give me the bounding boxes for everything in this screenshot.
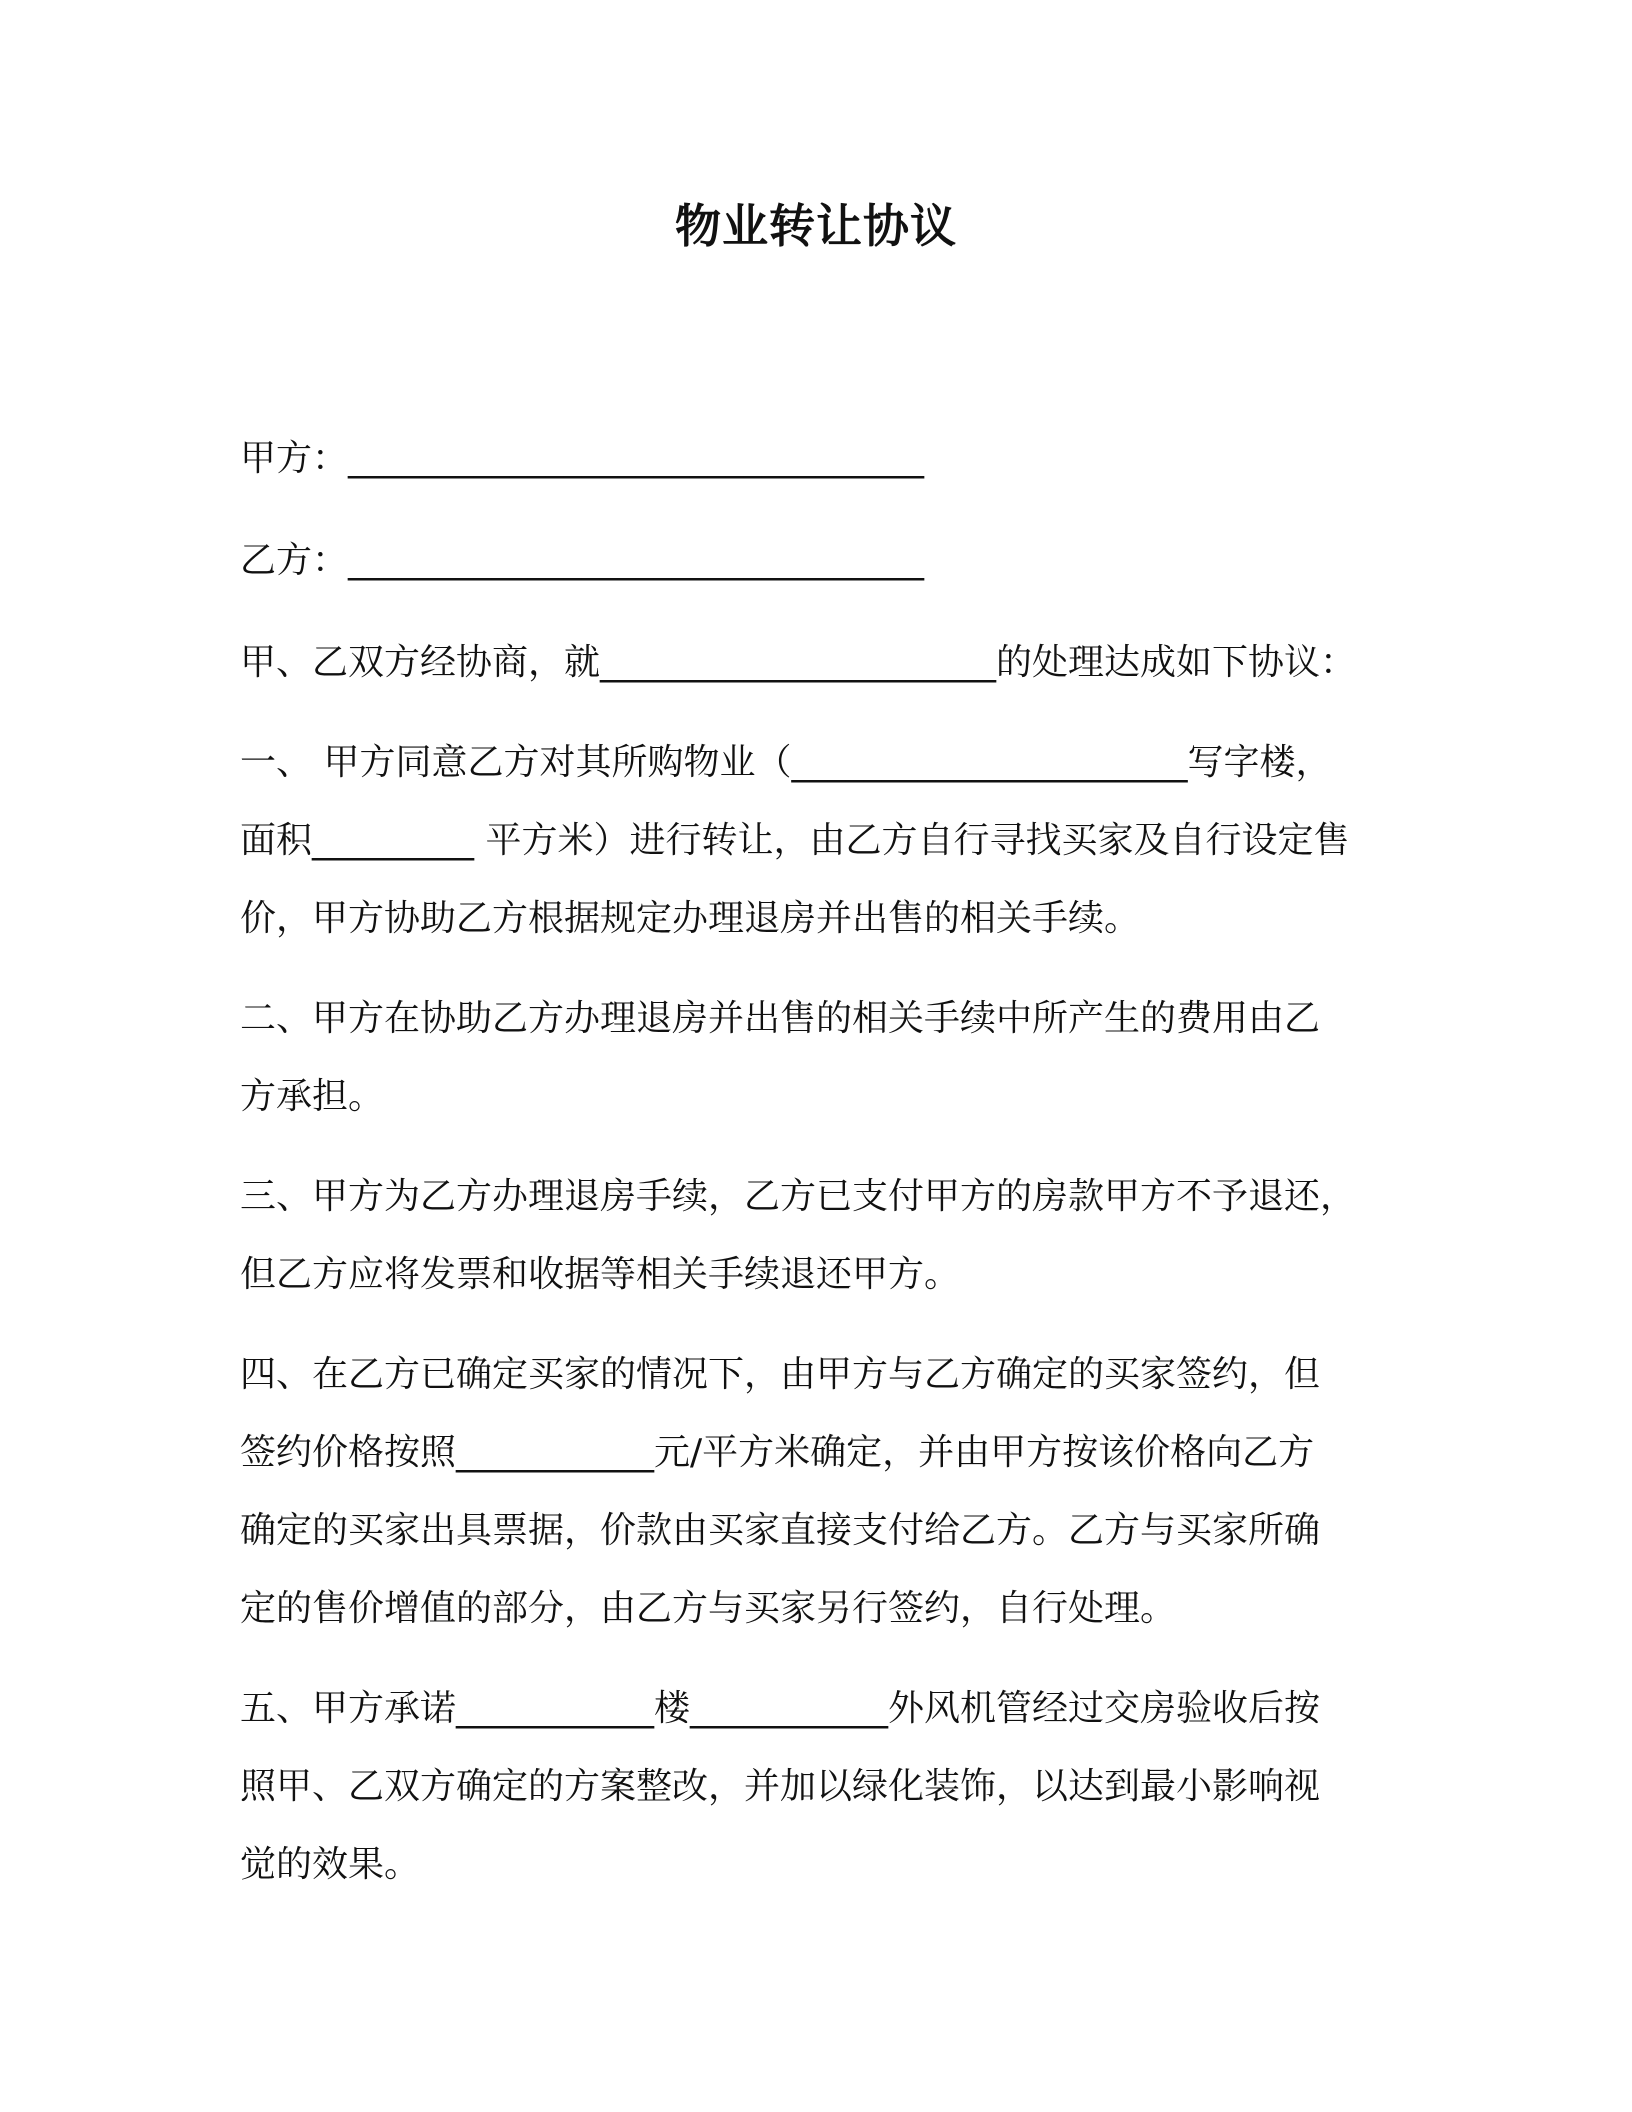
- clause-1-line-1: [240, 724, 1390, 802]
- preamble-before: 甲、乙双方经协商，就: [240, 642, 601, 683]
- clause-3: [240, 1158, 1390, 1314]
- clause-3-line-2: 但乙方应将发票和收据等相关手续退还甲方。: [240, 1254, 961, 1295]
- clause-5: [240, 1670, 1390, 1904]
- clause-5-line-1: [240, 1670, 1390, 1748]
- party-a-line: [240, 420, 1390, 498]
- party-b-blank: ________________________________: [348, 540, 925, 581]
- clause-1-area-blank: _________: [312, 820, 475, 861]
- preamble-line: [240, 624, 1390, 702]
- preamble: [240, 624, 1390, 702]
- clause-4-line-2-before: 签约价格按照: [240, 1432, 457, 1473]
- clause-2-line-2: 方承担。: [240, 1076, 385, 1117]
- clause-4-line-4: 定的售价增值的部分，由乙方与买家另行签约，自行处理。: [240, 1588, 1177, 1629]
- clause-4-line-2-after: 元/平方米确定，并由甲方按该价格向乙方: [654, 1432, 1315, 1473]
- document-title: 物业转让协议: [675, 199, 957, 253]
- preamble-after: 的处理达成如下协议：: [996, 642, 1357, 683]
- clause-1-line-1-after: 写字楼，: [1187, 742, 1332, 783]
- clause-5-line-3: 觉的效果。: [240, 1844, 421, 1885]
- clause-3-line-1: 三、甲方为乙方办理退房手续，乙方已支付甲方的房款甲方不予退还，: [240, 1176, 1357, 1217]
- clause-2: [240, 980, 1390, 1136]
- clause-1-line-2-after: 平方米）进行转让，由乙方自行寻找买家及自行设定售: [474, 820, 1350, 861]
- clause-4-line-2: [240, 1414, 1390, 1492]
- party-a-label: 甲方：: [240, 438, 349, 479]
- clause-1-line-2-before: 面积: [240, 820, 313, 861]
- clause-4: [240, 1336, 1390, 1648]
- clause-5-line-1-after: 外风机管经过交房验收后按: [888, 1688, 1321, 1729]
- clause-4-line-3: 确定的买家出具票据，价款由买家直接支付给乙方。乙方与买家所确: [240, 1510, 1321, 1551]
- party-b-line: [240, 522, 1390, 600]
- clause-5-line-1-mid: 楼: [654, 1688, 691, 1729]
- preamble-blank: ______________________: [600, 642, 997, 683]
- party-a-blank: ________________________________: [348, 438, 925, 479]
- clause-1-line-1-before: 一、 甲方同意乙方对其所购物业（: [240, 742, 792, 783]
- clause-5-line-2: 照甲、乙双方确定的方案整改，并加以绿化装饰，以达到最小影响视: [240, 1766, 1321, 1807]
- clause-1-property-blank: ______________________: [791, 742, 1188, 783]
- clause-5-location-blank: ___________: [690, 1688, 889, 1729]
- clause-5-building-blank: ___________: [456, 1688, 655, 1729]
- clause-5-line-1-before: 五、甲方承诺: [240, 1688, 457, 1729]
- clause-1-line-2: [240, 802, 1390, 880]
- clause-1: [240, 724, 1390, 958]
- party-b-label: 乙方：: [240, 540, 349, 581]
- clause-4-line-1: 四、在乙方已确定买家的情况下，由甲方与乙方确定的买家签约，但: [240, 1354, 1321, 1395]
- clause-2-line-1: 二、甲方在协助乙方办理退房并出售的相关手续中所产生的费用由乙: [240, 998, 1321, 1039]
- clause-1-line-3: 价，甲方协助乙方根据规定办理退房并出售的相关手续。: [240, 898, 1141, 939]
- clause-4-price-blank: ___________: [456, 1432, 655, 1473]
- document-body: [240, 420, 1390, 1926]
